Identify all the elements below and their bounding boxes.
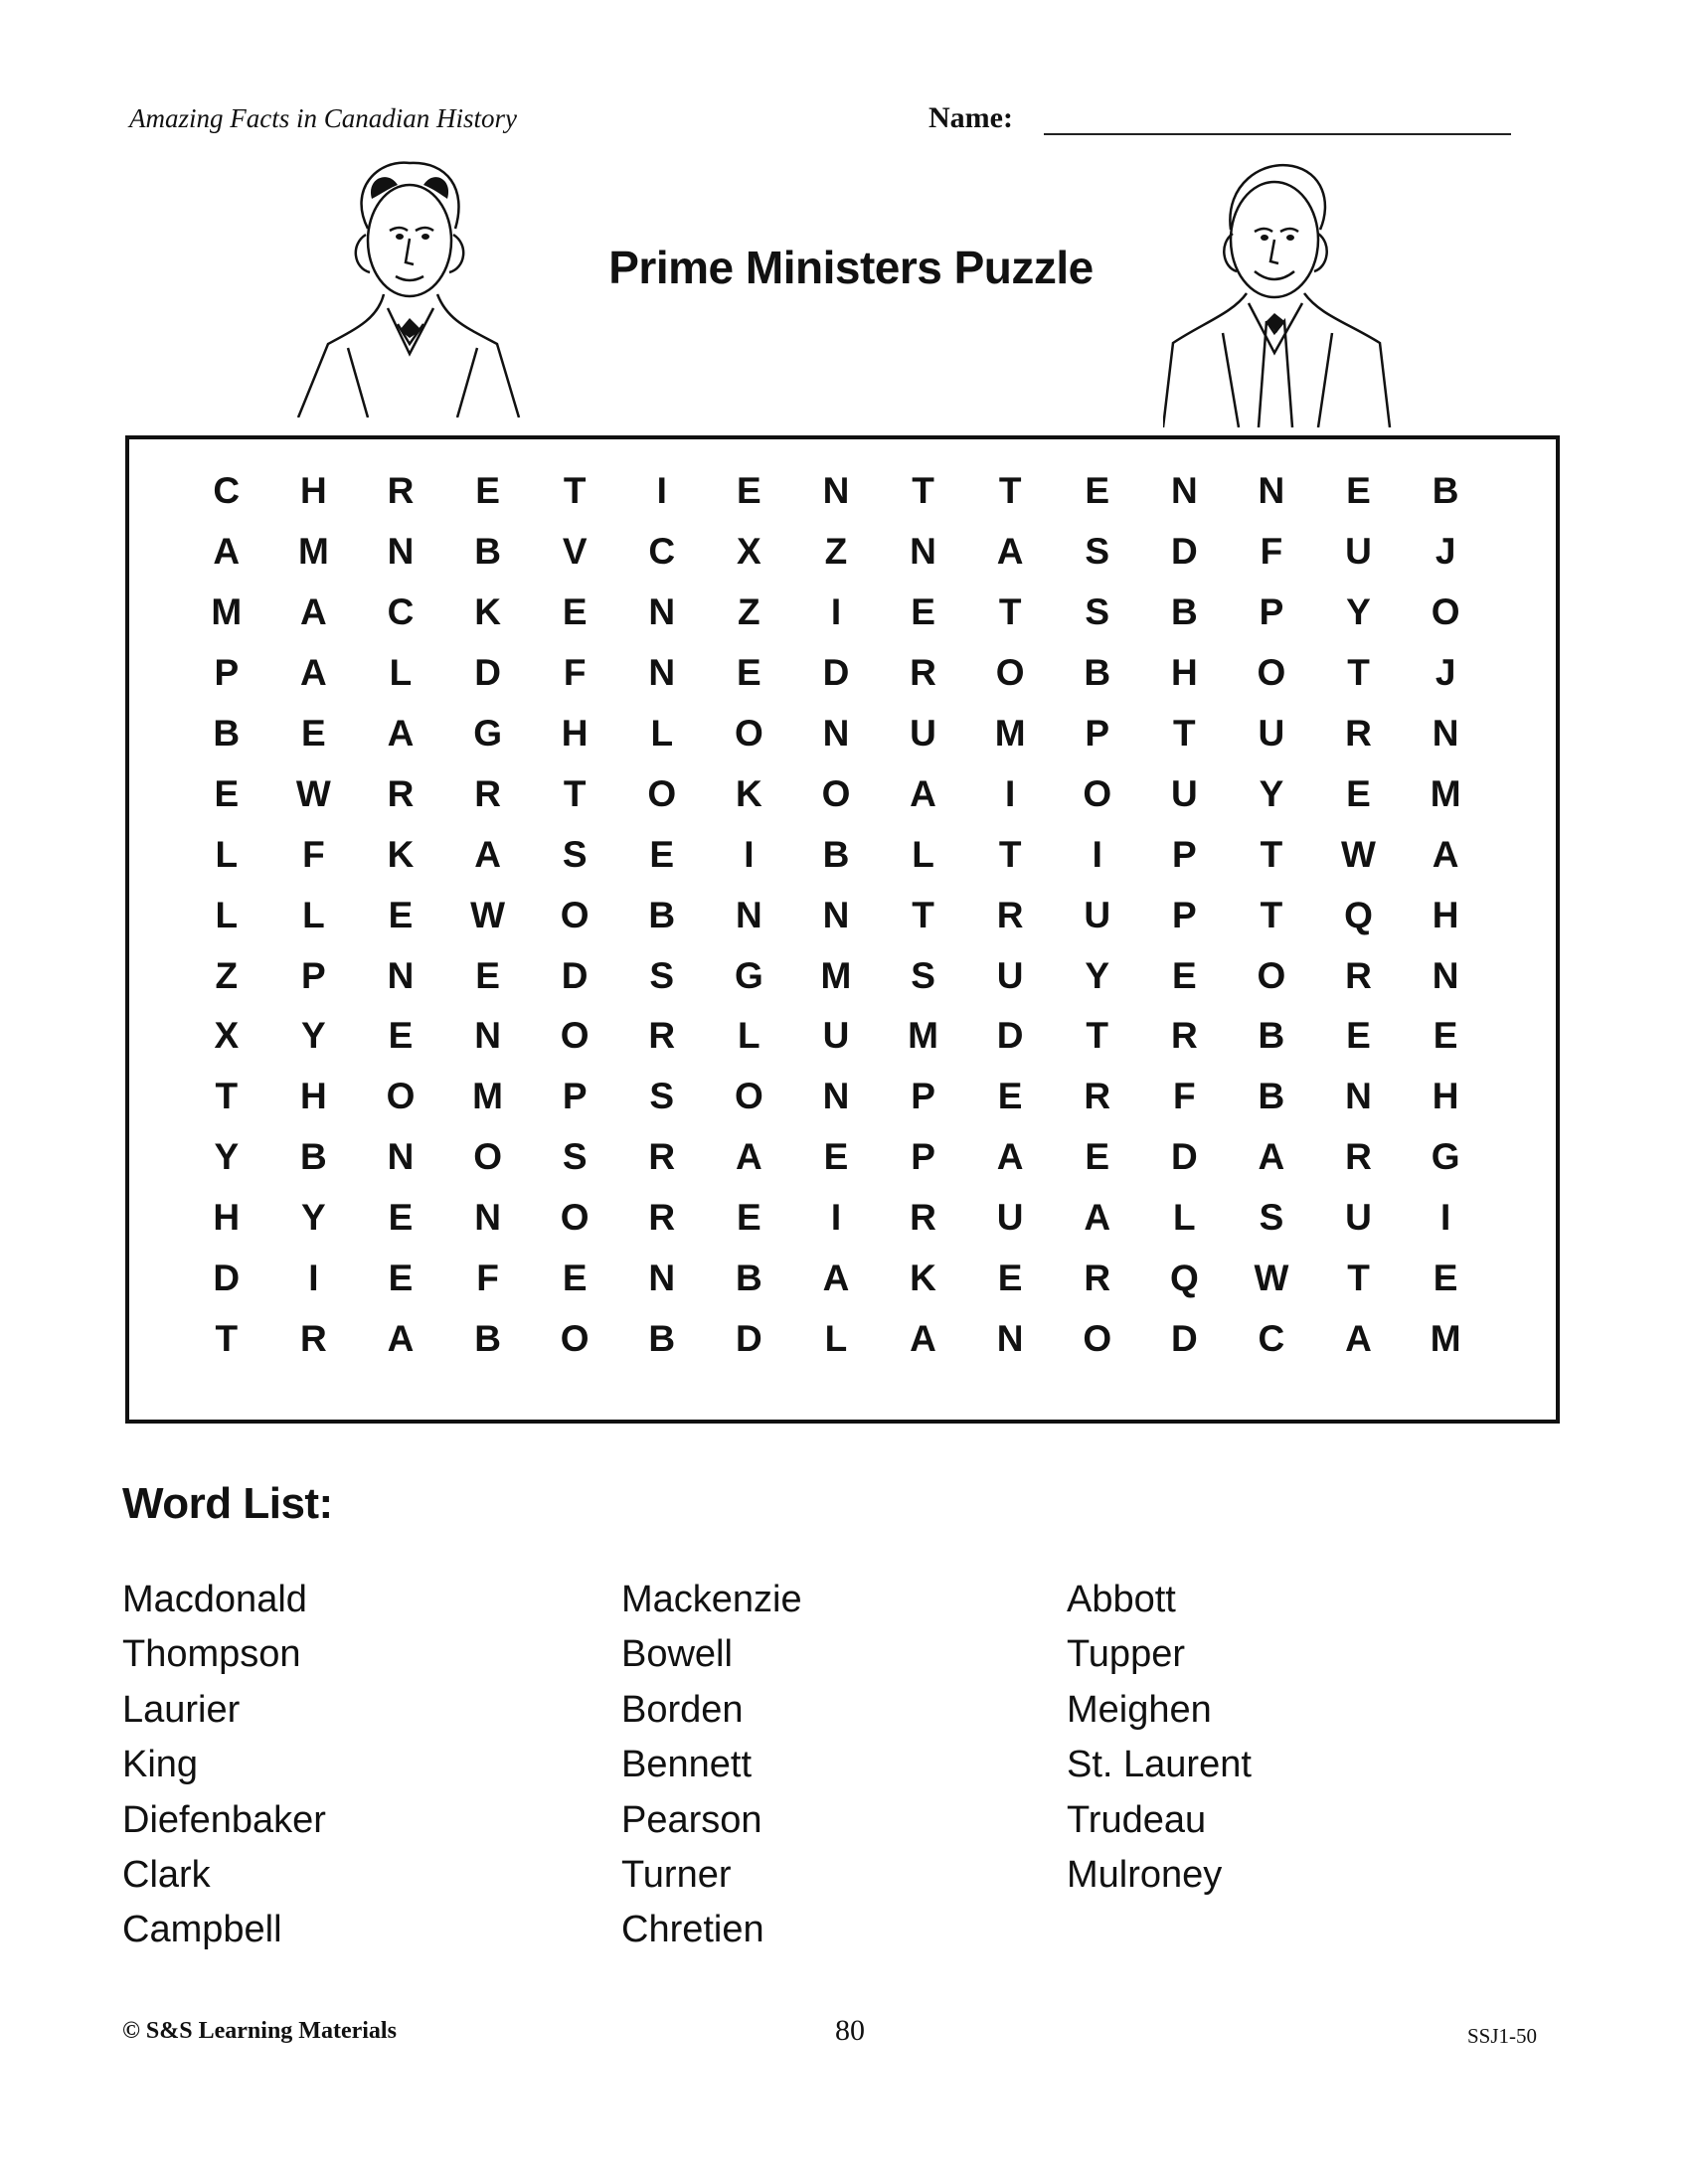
grid-letter[interactable]: K bbox=[735, 772, 762, 814]
grid-letter[interactable]: D bbox=[822, 652, 850, 694]
grid-letter[interactable]: B bbox=[213, 713, 241, 754]
grid-letter[interactable]: I bbox=[830, 1197, 842, 1239]
grid-letter[interactable]: X bbox=[214, 1015, 240, 1057]
grid-letter[interactable]: N bbox=[474, 1197, 501, 1239]
grid-letter[interactable]: O bbox=[560, 1317, 590, 1359]
grid-letter[interactable]: P bbox=[562, 1076, 588, 1117]
grid-letter[interactable]: O bbox=[560, 1197, 590, 1239]
grid-letter[interactable]: D bbox=[561, 954, 589, 996]
page-number: 80 bbox=[835, 2014, 865, 2047]
grid-letter[interactable]: K bbox=[387, 833, 415, 875]
grid-letter[interactable]: A bbox=[1258, 1136, 1285, 1178]
grid-letter[interactable]: U bbox=[1084, 894, 1111, 935]
grid-letter[interactable]: N bbox=[1170, 470, 1198, 512]
grid-letter[interactable]: T bbox=[912, 894, 934, 935]
word-list-item: King bbox=[122, 1744, 199, 1786]
grid-letter[interactable]: W bbox=[1341, 833, 1376, 875]
grid-letter[interactable]: E bbox=[649, 833, 675, 875]
grid-letter[interactable]: P bbox=[301, 954, 326, 996]
grid-letter[interactable]: N bbox=[648, 1258, 676, 1299]
name-field-line[interactable] bbox=[1044, 133, 1511, 135]
grid-letter[interactable]: B bbox=[1258, 1015, 1285, 1057]
grid-letter[interactable]: M bbox=[297, 531, 329, 573]
grid-letter[interactable]: S bbox=[1085, 591, 1110, 633]
grid-letter[interactable]: N bbox=[1432, 713, 1459, 754]
grid-letter[interactable]: B bbox=[474, 531, 501, 573]
grid-letter[interactable]: T bbox=[563, 772, 587, 814]
grid-letter[interactable]: E bbox=[388, 894, 414, 935]
grid-letter[interactable]: O bbox=[386, 1076, 416, 1117]
grid-letter[interactable]: L bbox=[389, 652, 413, 694]
grid-letter[interactable]: N bbox=[387, 954, 415, 996]
grid-letter[interactable]: A bbox=[474, 833, 501, 875]
grid-letter[interactable]: E bbox=[737, 470, 761, 512]
word-list-item: Thompson bbox=[122, 1633, 301, 1676]
grid-letter[interactable]: E bbox=[1085, 470, 1110, 512]
grid-letter[interactable]: A bbox=[910, 1317, 936, 1359]
grid-letter[interactable]: E bbox=[1346, 1015, 1371, 1057]
grid-letter[interactable]: R bbox=[387, 772, 415, 814]
grid-letter[interactable]: O bbox=[1257, 652, 1286, 694]
grid-letter[interactable]: A bbox=[387, 713, 415, 754]
grid-letter[interactable]: N bbox=[1345, 1076, 1372, 1117]
grid-letter[interactable]: P bbox=[911, 1076, 935, 1117]
grid-letter[interactable]: E bbox=[911, 591, 935, 633]
word-search-grid bbox=[183, 461, 1489, 1369]
grid-letter[interactable]: O bbox=[821, 772, 851, 814]
grid-letter[interactable]: C bbox=[213, 470, 241, 512]
grid-letter[interactable]: M bbox=[820, 954, 852, 996]
word-list-item: Pearson bbox=[621, 1798, 762, 1841]
grid-letter[interactable]: F bbox=[1173, 1076, 1196, 1117]
grid-letter[interactable]: G bbox=[1431, 1136, 1460, 1178]
grid-letter[interactable]: P bbox=[1171, 833, 1197, 875]
word-list-column-2 bbox=[621, 1573, 802, 1958]
grid-letter[interactable]: S bbox=[1085, 531, 1110, 573]
grid-letter[interactable]: R bbox=[1084, 1258, 1111, 1299]
grid-letter[interactable]: O bbox=[734, 713, 763, 754]
word-list-column-1 bbox=[122, 1573, 326, 1958]
grid-letter[interactable]: B bbox=[648, 1317, 676, 1359]
grid-letter[interactable]: L bbox=[215, 833, 239, 875]
grid-letter[interactable]: Y bbox=[1259, 772, 1284, 814]
word-list-item: Chretien bbox=[621, 1909, 764, 1951]
grid-letter[interactable]: F bbox=[476, 1258, 499, 1299]
grid-letter[interactable]: A bbox=[387, 1317, 415, 1359]
grid-letter[interactable]: I bbox=[1439, 1197, 1451, 1239]
grid-letter[interactable]: I bbox=[1092, 833, 1102, 875]
grid-letter[interactable]: R bbox=[300, 1317, 327, 1359]
grid-letter[interactable]: E bbox=[997, 1076, 1023, 1117]
grid-letter[interactable]: S bbox=[562, 1136, 588, 1178]
grid-letter[interactable]: B bbox=[1084, 652, 1111, 694]
grid-letter[interactable]: H bbox=[1432, 894, 1459, 935]
grid-letter[interactable]: O bbox=[1431, 591, 1460, 633]
grid-letter[interactable]: T bbox=[1086, 1015, 1109, 1057]
grid-letter[interactable]: R bbox=[1170, 1015, 1198, 1057]
grid-letter[interactable]: C bbox=[648, 531, 676, 573]
grid-letter[interactable]: A bbox=[300, 652, 327, 694]
grid-letter[interactable]: A bbox=[1345, 1317, 1372, 1359]
grid-letter[interactable]: B bbox=[1432, 470, 1459, 512]
grid-letter[interactable]: O bbox=[995, 652, 1025, 694]
publisher-credit: © S&S Learning Materials bbox=[122, 2018, 397, 2044]
grid-letter[interactable]: X bbox=[737, 531, 761, 573]
grid-letter[interactable]: E bbox=[737, 1197, 761, 1239]
grid-letter[interactable]: A bbox=[996, 1136, 1024, 1178]
grid-letter[interactable]: R bbox=[910, 1197, 936, 1239]
grid-letter[interactable]: N bbox=[387, 1136, 415, 1178]
grid-letter[interactable]: R bbox=[1345, 713, 1372, 754]
grid-letter[interactable]: I bbox=[744, 833, 755, 875]
grid-letter[interactable]: A bbox=[910, 772, 936, 814]
grid-letter[interactable]: M bbox=[1430, 772, 1461, 814]
grid-letter[interactable]: T bbox=[1347, 652, 1370, 694]
word-search-box bbox=[125, 435, 1560, 1424]
word-list-item: Diefenbaker bbox=[122, 1798, 326, 1841]
grid-letter[interactable]: E bbox=[1346, 470, 1371, 512]
grid-letter[interactable]: E bbox=[475, 954, 500, 996]
grid-letter[interactable]: I bbox=[308, 1258, 319, 1299]
grid-letter[interactable]: E bbox=[737, 652, 761, 694]
grid-letter[interactable]: Q bbox=[1344, 894, 1373, 935]
grid-letter[interactable]: E bbox=[1171, 954, 1197, 996]
grid-letter[interactable]: N bbox=[822, 713, 850, 754]
grid-letter[interactable]: U bbox=[1258, 713, 1285, 754]
grid-letter[interactable]: E bbox=[388, 1258, 414, 1299]
grid-letter[interactable]: B bbox=[1258, 1076, 1285, 1117]
grid-letter[interactable]: R bbox=[1345, 954, 1372, 996]
grid-letter[interactable]: B bbox=[648, 894, 676, 935]
grid-letter[interactable]: P bbox=[1259, 591, 1284, 633]
grid-letter[interactable]: D bbox=[1170, 1136, 1198, 1178]
grid-letter[interactable]: O bbox=[647, 772, 677, 814]
grid-letter[interactable]: E bbox=[1433, 1015, 1458, 1057]
grid-letter[interactable]: N bbox=[1258, 470, 1285, 512]
grid-letter[interactable]: D bbox=[1170, 1317, 1198, 1359]
grid-letter[interactable]: Q bbox=[1169, 1258, 1199, 1299]
grid-letter[interactable]: J bbox=[1435, 652, 1456, 694]
grid-letter[interactable]: Y bbox=[1085, 954, 1110, 996]
grid-letter[interactable]: N bbox=[822, 1076, 850, 1117]
portrait-right-illustration bbox=[1163, 154, 1392, 427]
grid-letter[interactable]: L bbox=[738, 1015, 760, 1057]
grid-letter[interactable]: U bbox=[822, 1015, 850, 1057]
grid-letter[interactable]: T bbox=[1173, 713, 1196, 754]
grid-letter[interactable]: L bbox=[302, 894, 325, 935]
grid-letter[interactable]: D bbox=[474, 652, 501, 694]
grid-letter[interactable]: C bbox=[387, 591, 415, 633]
grid-letter[interactable]: N bbox=[1432, 954, 1459, 996]
grid-letter[interactable]: T bbox=[215, 1317, 239, 1359]
grid-letter[interactable]: D bbox=[735, 1317, 762, 1359]
grid-letter[interactable]: E bbox=[562, 1258, 588, 1299]
grid-letter[interactable]: F bbox=[563, 652, 587, 694]
grid-letter[interactable]: F bbox=[302, 833, 325, 875]
grid-letter[interactable]: B bbox=[300, 1136, 327, 1178]
grid-letter[interactable]: H bbox=[1432, 1076, 1459, 1117]
grid-letter[interactable]: J bbox=[1435, 531, 1456, 573]
grid-letter[interactable]: M bbox=[1430, 1317, 1461, 1359]
grid-letter[interactable]: I bbox=[656, 470, 667, 512]
grid-letter[interactable]: E bbox=[823, 1136, 849, 1178]
grid-letter[interactable]: C bbox=[1258, 1317, 1285, 1359]
grid-letter[interactable]: E bbox=[1346, 772, 1371, 814]
grid-letter[interactable]: T bbox=[1260, 894, 1283, 935]
grid-letter[interactable]: T bbox=[215, 1076, 239, 1117]
grid-letter[interactable]: R bbox=[387, 470, 415, 512]
name-label: Name: bbox=[928, 101, 1013, 134]
grid-letter[interactable]: M bbox=[994, 713, 1026, 754]
grid-letter[interactable]: W bbox=[295, 772, 331, 814]
grid-letter[interactable]: D bbox=[213, 1258, 241, 1299]
grid-letter[interactable]: U bbox=[910, 713, 936, 754]
grid-letter[interactable]: N bbox=[648, 652, 676, 694]
grid-letter[interactable]: T bbox=[998, 591, 1022, 633]
grid-letter[interactable]: R bbox=[1084, 1076, 1111, 1117]
grid-letter[interactable]: R bbox=[648, 1136, 676, 1178]
grid-letter[interactable]: O bbox=[560, 894, 590, 935]
grid-letter[interactable]: A bbox=[1084, 1197, 1111, 1239]
grid-letter[interactable]: V bbox=[562, 531, 588, 573]
grid-letter[interactable]: P bbox=[911, 1136, 935, 1178]
grid-letter[interactable]: M bbox=[211, 591, 243, 633]
grid-letter[interactable]: L bbox=[824, 1317, 848, 1359]
grid-letter[interactable]: G bbox=[473, 713, 502, 754]
grid-letter[interactable]: H bbox=[300, 470, 327, 512]
grid-letter[interactable]: M bbox=[908, 1015, 938, 1057]
word-list-column-3 bbox=[1067, 1573, 1252, 1903]
grid-letter[interactable]: A bbox=[735, 1136, 762, 1178]
grid-letter[interactable]: H bbox=[300, 1076, 327, 1117]
grid-letter[interactable]: Y bbox=[214, 1136, 240, 1178]
grid-letter[interactable]: S bbox=[562, 833, 588, 875]
grid-letter[interactable]: E bbox=[562, 591, 588, 633]
grid-letter[interactable]: I bbox=[830, 591, 842, 633]
grid-letter[interactable]: K bbox=[474, 591, 501, 633]
word-list-item: Campbell bbox=[122, 1909, 282, 1951]
grid-letter[interactable]: O bbox=[560, 1015, 590, 1057]
grid-letter[interactable]: D bbox=[1170, 531, 1198, 573]
grid-letter[interactable]: H bbox=[1170, 652, 1198, 694]
word-list-item: Tupper bbox=[1067, 1633, 1185, 1676]
grid-letter[interactable]: T bbox=[998, 833, 1022, 875]
grid-letter[interactable]: A bbox=[300, 591, 327, 633]
word-list-item: Laurier bbox=[122, 1688, 241, 1731]
grid-letter[interactable]: E bbox=[388, 1197, 414, 1239]
grid-letter[interactable]: U bbox=[1345, 531, 1372, 573]
grid-letter[interactable]: N bbox=[648, 591, 676, 633]
grid-letter[interactable]: S bbox=[911, 954, 935, 996]
grid-letter[interactable]: T bbox=[1260, 833, 1283, 875]
word-list-item: Bennett bbox=[621, 1744, 752, 1786]
grid-letter[interactable]: U bbox=[996, 954, 1024, 996]
grid-letter[interactable]: W bbox=[1254, 1258, 1289, 1299]
word-list-item: Abbott bbox=[1067, 1579, 1176, 1620]
word-list-item: Mackenzie bbox=[621, 1579, 802, 1620]
word-list-item: Turner bbox=[621, 1853, 732, 1896]
grid-letter[interactable]: H bbox=[213, 1197, 241, 1239]
grid-letter[interactable]: L bbox=[650, 713, 674, 754]
grid-letter[interactable]: O bbox=[1083, 772, 1112, 814]
grid-letter[interactable]: T bbox=[912, 470, 934, 512]
word-list-title: Word List: bbox=[122, 1479, 333, 1528]
grid-letter[interactable]: A bbox=[822, 1258, 850, 1299]
grid-letter[interactable]: N bbox=[387, 531, 415, 573]
grid-letter[interactable]: B bbox=[822, 833, 850, 875]
grid-letter[interactable]: L bbox=[912, 833, 934, 875]
grid-letter[interactable]: B bbox=[1170, 591, 1198, 633]
grid-letter[interactable]: M bbox=[472, 1076, 503, 1117]
word-list-item: Bowell bbox=[621, 1633, 733, 1676]
grid-letter[interactable]: P bbox=[214, 652, 240, 694]
grid-letter[interactable]: E bbox=[214, 772, 240, 814]
grid-letter[interactable]: L bbox=[1173, 1197, 1196, 1239]
grid-letter[interactable]: A bbox=[1432, 833, 1459, 875]
grid-letter[interactable]: D bbox=[996, 1015, 1024, 1057]
word-list-item: Borden bbox=[621, 1688, 744, 1731]
word-list-item: Clark bbox=[122, 1853, 211, 1896]
grid-letter[interactable]: W bbox=[470, 894, 506, 935]
grid-letter[interactable]: T bbox=[998, 470, 1022, 512]
page-title: Prime Ministers Puzzle bbox=[608, 242, 1094, 293]
grid-letter[interactable]: R bbox=[648, 1197, 676, 1239]
grid-letter[interactable]: Y bbox=[1346, 591, 1371, 633]
grid-letter[interactable]: N bbox=[735, 894, 762, 935]
grid-letter[interactable]: P bbox=[1085, 713, 1110, 754]
grid-letter[interactable]: R bbox=[1345, 1136, 1372, 1178]
grid-letter[interactable]: P bbox=[1171, 894, 1197, 935]
grid-letter[interactable]: Z bbox=[824, 531, 848, 573]
grid-letter[interactable]: I bbox=[1005, 772, 1016, 814]
grid-letter[interactable]: K bbox=[910, 1258, 936, 1299]
grid-letter[interactable]: B bbox=[474, 1317, 501, 1359]
grid-letter[interactable]: O bbox=[1083, 1317, 1112, 1359]
grid-letter[interactable]: L bbox=[215, 894, 239, 935]
grid-letter[interactable]: O bbox=[473, 1136, 502, 1178]
grid-letter[interactable]: E bbox=[475, 470, 500, 512]
grid-letter[interactable]: R bbox=[910, 652, 936, 694]
grid-letter[interactable]: Y bbox=[301, 1197, 326, 1239]
grid-letter[interactable]: H bbox=[561, 713, 589, 754]
grid-letter[interactable]: U bbox=[1345, 1197, 1372, 1239]
grid-letter[interactable]: R bbox=[474, 772, 501, 814]
grid-letter[interactable]: U bbox=[1170, 772, 1198, 814]
grid-letter[interactable]: Z bbox=[738, 591, 760, 633]
grid-letter[interactable]: N bbox=[822, 894, 850, 935]
grid-letter[interactable]: A bbox=[213, 531, 241, 573]
grid-letter[interactable]: Y bbox=[301, 1015, 326, 1057]
grid-letter[interactable]: U bbox=[996, 1197, 1024, 1239]
grid-letter[interactable]: N bbox=[474, 1015, 501, 1057]
grid-letter[interactable]: E bbox=[301, 713, 326, 754]
grid-letter[interactable]: F bbox=[1260, 531, 1283, 573]
book-title: Amazing Facts in Canadian History bbox=[129, 103, 517, 133]
grid-letter[interactable]: T bbox=[563, 470, 587, 512]
grid-letter[interactable]: N bbox=[996, 1317, 1024, 1359]
grid-letter[interactable]: N bbox=[822, 470, 850, 512]
grid-letter[interactable]: S bbox=[649, 954, 675, 996]
grid-letter[interactable]: E bbox=[1433, 1258, 1458, 1299]
grid-letter[interactable]: R bbox=[648, 1015, 676, 1057]
grid-letter[interactable]: N bbox=[910, 531, 936, 573]
grid-letter[interactable]: B bbox=[735, 1258, 762, 1299]
grid-letter[interactable]: E bbox=[388, 1015, 414, 1057]
word-list-item: St. Laurent bbox=[1067, 1744, 1252, 1786]
word-list-item: Mulroney bbox=[1067, 1853, 1223, 1896]
grid-letter[interactable]: E bbox=[997, 1258, 1023, 1299]
grid-letter[interactable]: G bbox=[734, 954, 763, 996]
word-list-item: Trudeau bbox=[1067, 1798, 1207, 1841]
grid-letter[interactable]: O bbox=[734, 1076, 763, 1117]
word-list-item: Macdonald bbox=[122, 1579, 307, 1620]
grid-letter[interactable]: A bbox=[996, 531, 1024, 573]
word-list-item: Meighen bbox=[1067, 1688, 1212, 1731]
grid-letter[interactable]: T bbox=[1347, 1258, 1370, 1299]
grid-letter[interactable]: O bbox=[1257, 954, 1286, 996]
grid-letter[interactable]: E bbox=[1085, 1136, 1110, 1178]
grid-letter[interactable]: Z bbox=[215, 954, 239, 996]
product-code: SSJ1-50 bbox=[1467, 2024, 1538, 2048]
grid-letter[interactable]: S bbox=[1259, 1197, 1284, 1239]
grid-letter[interactable]: R bbox=[996, 894, 1024, 935]
grid-letter[interactable]: S bbox=[649, 1076, 675, 1117]
